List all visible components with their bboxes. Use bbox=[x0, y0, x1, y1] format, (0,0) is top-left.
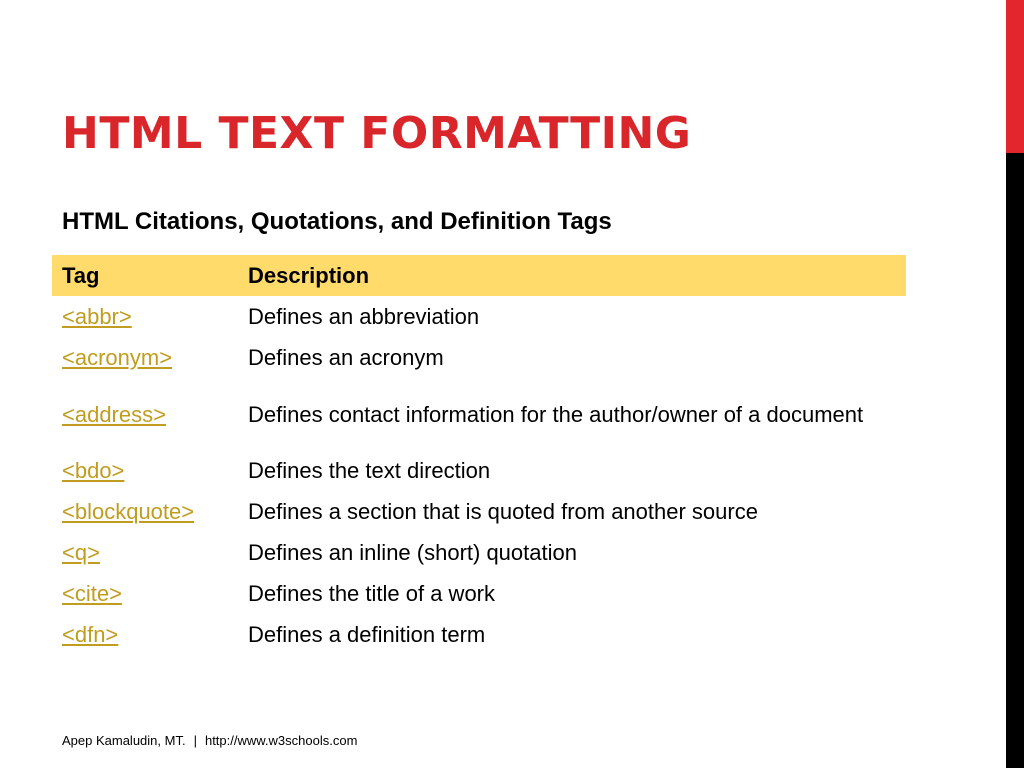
tag-link-address[interactable]: <address> bbox=[62, 401, 166, 427]
column-header-description: Description bbox=[238, 255, 906, 296]
table-header-row bbox=[52, 255, 906, 296]
tag-link-dfn[interactable]: <dfn> bbox=[62, 622, 119, 647]
description-cell: Defines a section that is quoted from another source bbox=[248, 499, 758, 524]
description-cell: Defines contact information for the author/owner of a document bbox=[248, 401, 864, 427]
slide-title: HTML TEXT FORMATTING bbox=[62, 108, 692, 159]
footer-url: http://www.w3schools.com bbox=[204, 733, 358, 748]
description-cell: Defines a definition term bbox=[248, 622, 486, 647]
side-accent-bar-red bbox=[1006, 0, 1024, 153]
description-cell: Defines the title of a work bbox=[248, 581, 496, 606]
table-row bbox=[52, 614, 906, 655]
table-row bbox=[52, 450, 906, 491]
tags-table bbox=[52, 255, 906, 655]
table-row bbox=[52, 532, 906, 573]
tag-cell bbox=[52, 337, 238, 378]
table-row bbox=[52, 337, 906, 378]
tag-link-blockquote[interactable]: <blockquote> bbox=[62, 499, 195, 524]
tag-link-cite[interactable]: <cite> bbox=[62, 581, 122, 606]
slide-footer bbox=[62, 733, 357, 749]
tag-cell bbox=[52, 491, 238, 532]
tag-cell bbox=[52, 296, 238, 337]
tag-link-bdo[interactable]: <bdo> bbox=[62, 458, 125, 483]
description-cell: Defines an abbreviation bbox=[248, 304, 480, 329]
side-accent-bar-black bbox=[1006, 153, 1024, 768]
tag-cell bbox=[52, 614, 238, 655]
footer-separator: | bbox=[193, 733, 197, 748]
tag-cell bbox=[52, 450, 238, 491]
tag-cell bbox=[52, 573, 238, 614]
footer-author: Apep Kamaludin, MT. bbox=[62, 733, 186, 748]
table-row bbox=[52, 491, 906, 532]
table-row bbox=[52, 378, 906, 450]
slide-subtitle: HTML Citations, Quotations, and Definition Tags bbox=[62, 208, 612, 235]
description-cell: Defines an acronym bbox=[248, 345, 444, 370]
tag-cell bbox=[52, 378, 238, 450]
description-cell: Defines the text direction bbox=[248, 458, 491, 483]
tag-link-q[interactable]: <q> bbox=[62, 540, 100, 565]
tag-link-abbr[interactable]: <abbr> bbox=[62, 304, 132, 329]
table-row bbox=[52, 296, 906, 337]
tag-cell bbox=[52, 532, 238, 573]
description-cell: Defines an inline (short) quotation bbox=[248, 540, 577, 565]
column-header-tag: Tag bbox=[52, 255, 238, 296]
tag-link-acronym[interactable]: <acronym> bbox=[62, 345, 173, 370]
table-row bbox=[52, 573, 906, 614]
